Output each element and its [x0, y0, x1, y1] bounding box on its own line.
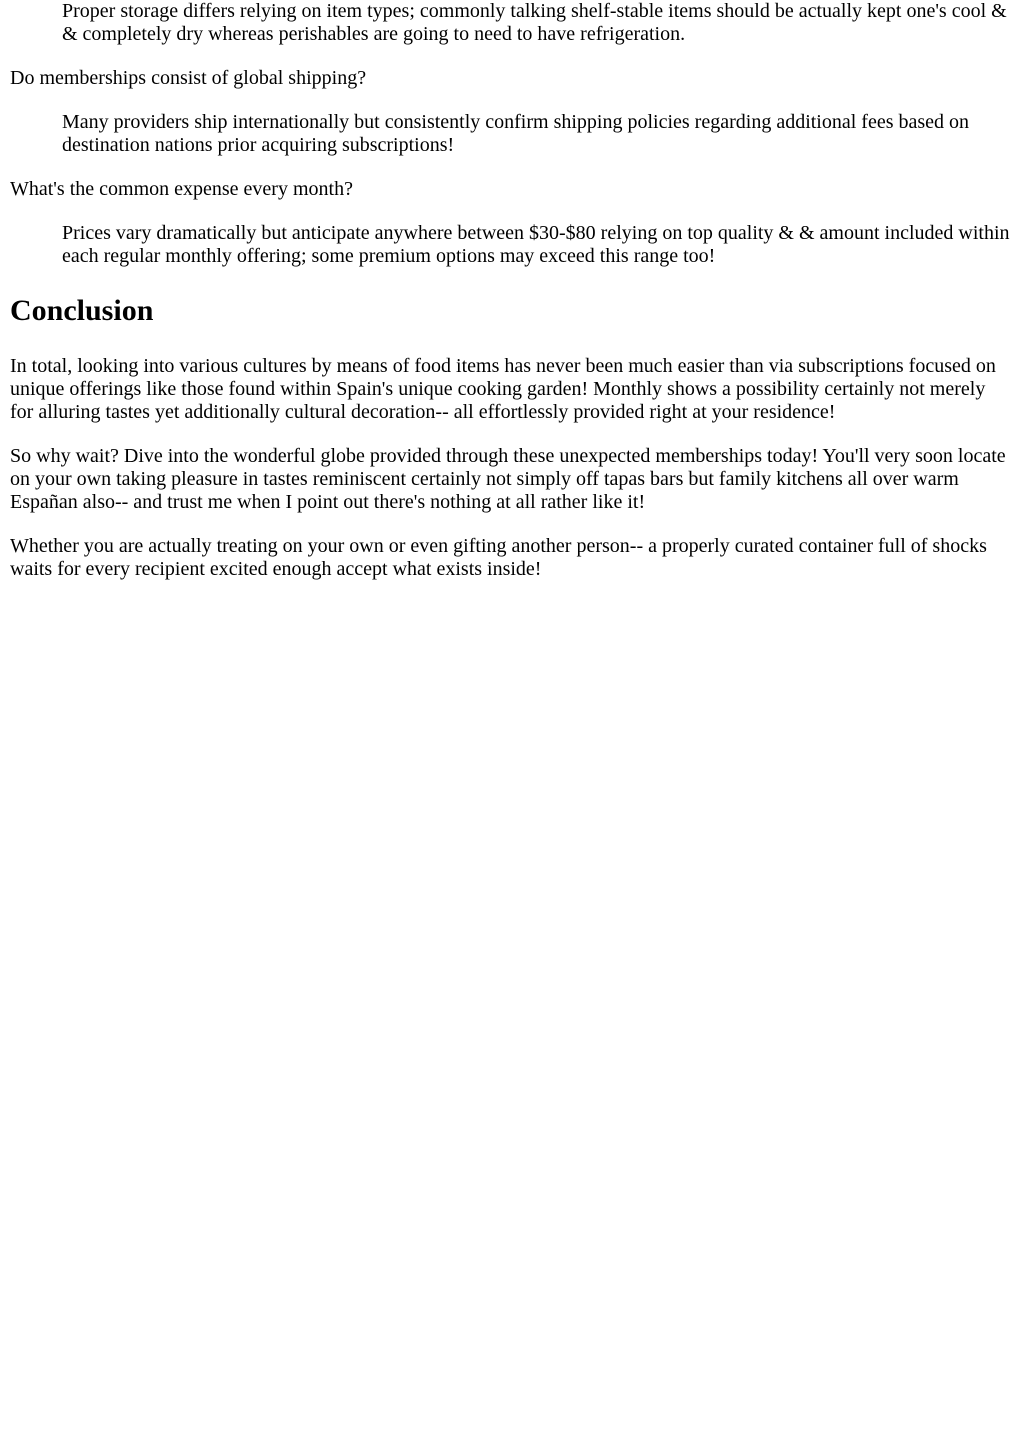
faq-question-cost: What's the common expense every month? — [10, 178, 353, 200]
faq-answer-storage: Proper storage differs relying on item types; commonly talking shelf-stable items should be actually kept one's cool & & completely dry whereas perishables are going to need to have refrigeration. — [62, 0, 1007, 45]
conclusion-paragraph: Whether you are actually treating on your own or even gifting another person-- a properly curated container full of shocks waits for every recipient excited enough accept what exists inside! — [10, 535, 987, 580]
faq-answer-shipping: Many providers ship internationally but consistently confirm shipping policies regarding additional fees based on destination nations prior acquiring subscriptions! — [62, 111, 970, 156]
faq-question-shipping: Do memberships consist of global shipping? — [10, 67, 367, 89]
conclusion-paragraph: So why wait? Dive into the wonderful globe provided through these unexpected memberships today! You'll very soon locate on your own taking pleasure in tastes reminiscent certainly not simply off tapas bars but family kitchens all over warm Españan also-- and trust me when I point out there's nothing at all rather like it! — [10, 445, 1006, 513]
conclusion-heading: Conclusion — [10, 294, 154, 327]
conclusion-paragraph: In total, looking into various cultures by means of food items has never been much easier than via subscriptions focused on unique offerings like those found within Spain's unique cooking garden! Monthly shows a possibility certainly not merely for alluring tastes yet additionally cultural decoration-- all effortlessly provided right at your residence! — [10, 355, 996, 423]
faq-answer-cost: Prices vary dramatically but anticipate anywhere between $30-$80 relying on top quality & & amount included within each regular monthly offering; some premium options may exceed this range too! — [62, 222, 1010, 267]
